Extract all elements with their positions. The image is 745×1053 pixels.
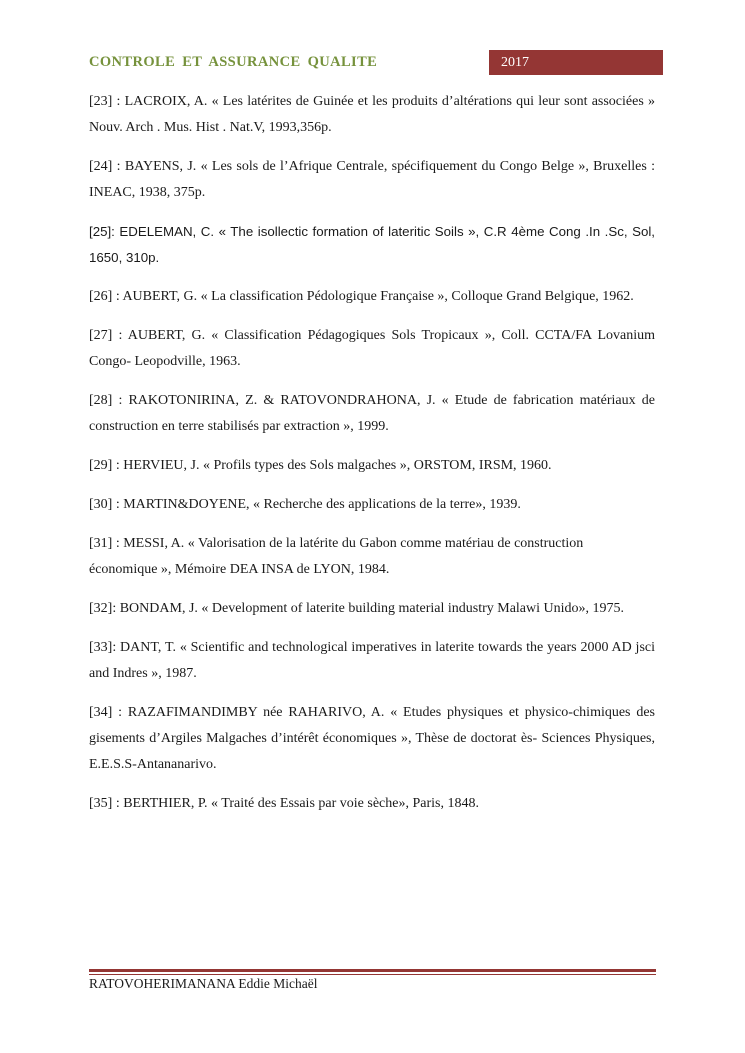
reference-25: [25]: EDELEMAN, C. « The isollectic formation of lateritic Soils », C.R 4ème Cong .In .Sc, Sol, 1650, 310p. bbox=[89, 224, 655, 265]
reference-32: [32]: BONDAM, J. « Development of laterite building material industry Malawi Unido», 1975. bbox=[89, 601, 625, 616]
reference-27: [27] : AUBERT, G. « Classification Pédagogiques Sols Tropicaux », Coll. CCTA/FA Lovanium Congo- Leopodville, 1963. bbox=[89, 328, 655, 369]
reference-33: [33]: DANT, T. « Scientific and technological imperatives in laterite towards the years 2000 AD jsci and Indres », 1987. bbox=[89, 640, 655, 681]
running-header-year: 2017 bbox=[489, 50, 663, 75]
reference-31: [31] : MESSI, A. « Valorisation de la latérite du Gabon comme matériau de construction économique », Mémoire DEA INSA de LYON, 1984. bbox=[89, 536, 584, 577]
footer-divider-thin bbox=[89, 974, 656, 975]
reference-24: [24] : BAYENS, J. « Les sols de l’Afrique Centrale, spécifiquement du Congo Belge », Bruxelles : INEAC, 1938, 375p. bbox=[89, 159, 655, 200]
bibliography-list bbox=[89, 89, 655, 830]
reference-34: [34] : RAZAFIMANDIMBY née RAHARIVO, A. « Etudes physiques et physico-chimiques des gisements d’Argiles Malgaches d’intérêt économiques », Thèse de doctorat ès- Sciences Physiques, E.E.S.S-Antananarivo. bbox=[89, 705, 655, 772]
reference-23: [23] : LACROIX, A. « Les latérites de Guinée et les produits d’altérations qui leur sont associées » Nouv. Arch . Mus. Hist . Nat.V, 1993,356p. bbox=[89, 94, 655, 135]
reference-28: [28] : RAKOTONIRINA, Z. & RATOVONDRAHONA, J. « Etude de fabrication matériaux de construction en terre stabilisés par extraction », 1999. bbox=[89, 393, 655, 434]
reference-29: [29] : HERVIEU, J. « Profils types des Sols malgaches », ORSTOM, IRSM, 1960. bbox=[89, 458, 552, 473]
footer-author: RATOVOHERIMANANA Eddie Michaël bbox=[89, 976, 318, 991]
reference-26: [26] : AUBERT, G. « La classification Pédologique Française », Colloque Grand Belgique, 1962. bbox=[89, 289, 634, 304]
footer-divider bbox=[89, 969, 656, 972]
running-header-title: CONTROLE ET ASSURANCE QUALITE bbox=[89, 54, 378, 70]
reference-35: [35] : BERTHIER, P. « Traité des Essais par voie sèche», Paris, 1848. bbox=[89, 796, 479, 811]
reference-30: [30] : MARTIN&DOYENE, « Recherche des applications de la terre», 1939. bbox=[89, 497, 521, 512]
